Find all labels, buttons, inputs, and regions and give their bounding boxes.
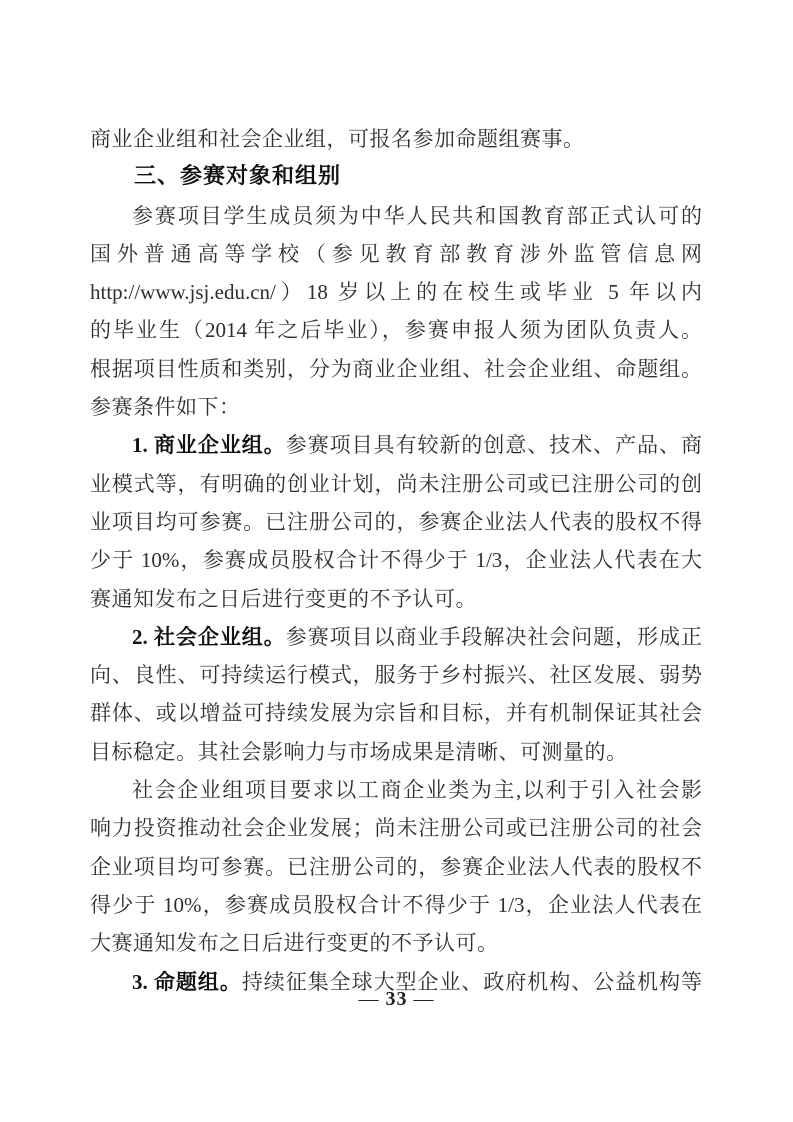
body-line: http://www.jsj.edu.cn/）18 岁以上的在校生或毕业 5 年以内 (90, 280, 702, 305)
body-line (90, 618, 702, 656)
body-line: 企业项目均可参赛。已注册公司的，参赛企业法人代表的股权不 (90, 854, 702, 879)
page-number-dash-left: — (358, 988, 380, 1010)
body-line: 参赛条件如下： (90, 395, 241, 420)
body-line: 少于 10%，参赛成员股权合计不得少于 1/3，企业法人代表在大 (90, 548, 702, 573)
body-text: 参赛项目以商业手段解决社会问题，形成正 (285, 624, 703, 649)
body-text: 持续征集全球大型企业、政府机构、公益机构等 (241, 969, 703, 994)
body-line: 向、良性、可持续运行模式，服务于乡村振兴、社区发展、弱势 (90, 663, 702, 688)
section-heading: 三、参赛对象和组别 (134, 164, 342, 190)
paragraph-lead: 2. 社会企业组。 (132, 624, 286, 649)
body-line: 参赛项目学生成员须为中华人民共和国教育部正式认可的 (132, 203, 702, 228)
document-body (90, 120, 702, 1001)
body-line: 社会企业组项目要求以工商企业类为主,以利于引入社会影 (132, 778, 702, 803)
paragraph-lead: 3. 命题组。 (132, 969, 242, 994)
body-line: 赛通知发布之日后进行变更的不予认可。 (90, 586, 477, 611)
body-line: 大赛通知发布之日后进行变更的不予认可。 (90, 931, 499, 956)
body-line: 目标稳定。其社会影响力与市场成果是清晰、可测量的。 (90, 739, 628, 764)
body-line (90, 426, 702, 464)
body-line: 根据项目性质和类别，分为商业企业组、社会企业组、命题组。 (90, 356, 702, 381)
body-line: 业项目均可参赛。已注册公司的，参赛企业法人代表的股权不得 (90, 509, 702, 534)
body-line: 国外普通高等学校（参见教育部教育涉外监管信息网 (90, 241, 702, 266)
body-line: 得少于 10%，参赛成员股权合计不得少于 1/3，企业法人代表在 (90, 892, 702, 917)
page-number-dash-right: — (413, 988, 435, 1010)
body-line: 业模式等，有明确的创业计划，尚未注册公司或已注册公司的创 (90, 471, 702, 496)
paragraph-lead: 1. 商业企业组。 (132, 433, 286, 458)
body-line: 响力投资推动社会企业发展；尚未注册公司或已注册公司的社会 (90, 816, 702, 841)
page-number-value: 33 (385, 988, 408, 1010)
page-number (0, 988, 793, 1011)
body-text: 参赛项目具有较新的创意、技术、产品、商 (285, 433, 703, 458)
body-line: 的毕业生（2014 年之后毕业），参赛申报人须为团队负责人。 (90, 318, 702, 343)
body-line: 群体、或以增益可持续发展为宗旨和目标，并有机制保证其社会 (90, 701, 702, 726)
body-line: 商业企业组和社会企业组，可报名参加命题组赛事。 (90, 127, 585, 151)
